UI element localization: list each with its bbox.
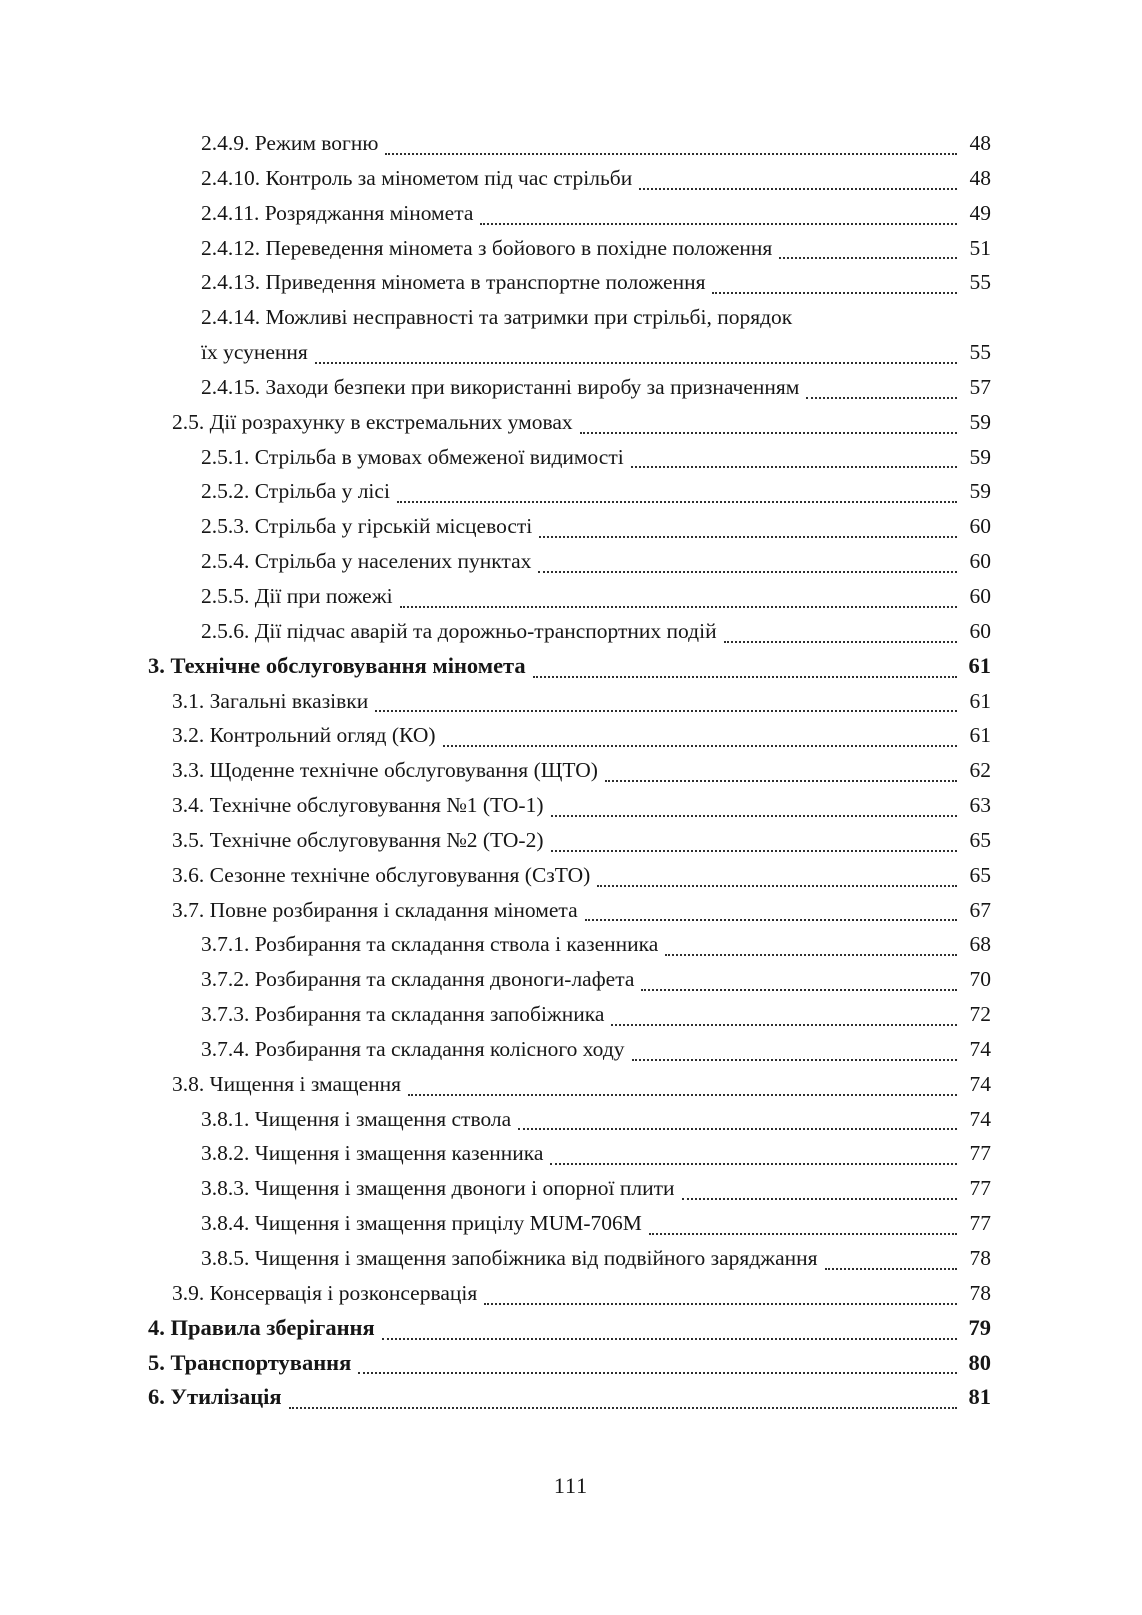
toc-entry <box>148 231 991 266</box>
toc-entry <box>148 405 991 440</box>
toc-entry-title: 3.5. Технічне обслуговування №2 (ТО-2) <box>172 827 544 852</box>
toc-page-number: 80 <box>968 1349 991 1375</box>
toc-entry <box>148 579 991 614</box>
toc-entry <box>148 1311 991 1346</box>
toc-page-number: 51 <box>969 235 991 260</box>
toc-entry <box>148 1171 991 1206</box>
toc-entry <box>148 893 991 928</box>
toc-page-number: 81 <box>968 1384 991 1410</box>
toc-dots-leader <box>632 1059 957 1061</box>
toc-dots-leader <box>641 989 957 991</box>
toc-entry <box>148 474 991 509</box>
toc-entry <box>148 335 991 370</box>
toc-page-number: 59 <box>969 444 991 469</box>
toc-entry <box>148 927 991 962</box>
toc-entry-title: 2.5.1. Стрільба в умовах обмеженої видимості <box>201 444 624 469</box>
toc-page-number: 65 <box>969 862 991 887</box>
toc-dots-leader <box>611 1024 957 1026</box>
toc-page-number: 55 <box>969 270 991 295</box>
toc-entry-title: 2.4.10. Контроль за мінометом під час стрільби <box>201 165 633 190</box>
toc-entry-title: 3.1. Загальні вказівки <box>172 688 369 713</box>
toc-dots-leader <box>382 1338 957 1340</box>
toc-page-number: 74 <box>969 1071 991 1096</box>
toc-dots-leader <box>484 1303 957 1305</box>
toc-entry <box>148 649 991 684</box>
toc-dots-leader <box>779 257 957 259</box>
page-number: 111 <box>553 1473 589 1498</box>
toc-entry-title: 2.5. Дії розрахунку в екстремальних умовах <box>172 409 573 434</box>
toc-page-number: 48 <box>969 131 991 155</box>
toc-entry <box>148 788 991 823</box>
table-of-contents <box>148 126 991 1415</box>
toc-dots-leader <box>289 1407 957 1409</box>
toc-dots-leader <box>597 885 957 887</box>
toc-dots-leader <box>551 850 957 852</box>
toc-entry-title: 3.4. Технічне обслуговування №1 (ТО-1) <box>172 793 544 818</box>
toc-entry <box>148 300 991 335</box>
toc-entry-title: 3.6. Сезонне технічне обслуговування (СзТО) <box>172 862 591 887</box>
toc-dots-leader <box>712 292 957 294</box>
toc-page-number: 78 <box>969 1246 991 1270</box>
toc-entry <box>148 753 991 788</box>
toc-dots-leader <box>533 676 957 678</box>
toc-page-number: 55 <box>969 340 991 365</box>
toc-entry <box>148 823 991 858</box>
toc-entry <box>148 1067 991 1102</box>
toc-page-number: 61 <box>969 688 991 713</box>
toc-dots-leader <box>724 641 957 643</box>
toc-entry-title: 3.7. Повне розбирання і складання міномета <box>172 897 578 922</box>
toc-dots-leader <box>605 780 957 782</box>
toc-page-number: 49 <box>969 200 991 225</box>
toc-page-number: 61 <box>968 652 991 678</box>
toc-entry-title: 2.4.13. Приведення міномета в транспортне положення <box>201 270 706 295</box>
toc-dots-leader <box>649 1233 957 1235</box>
toc-dots-leader <box>682 1198 957 1200</box>
toc-entry-title: 2.5.6. Дії підчас аварій та дорожньо-транспортних подій <box>201 618 717 643</box>
toc-entry <box>148 370 991 405</box>
toc-dots-leader <box>400 606 957 608</box>
toc-entry-title: 3.7.2. Розбирання та складання двоноги-лафета <box>201 967 635 992</box>
toc-page-number: 60 <box>969 549 991 574</box>
toc-entry <box>148 509 991 544</box>
toc-entry <box>148 684 991 719</box>
toc-entry-title: 3.7.4. Розбирання та складання колісного ходу <box>201 1036 625 1061</box>
toc-entry-title: 3.8.1. Чищення і змащення ствола <box>201 1106 512 1131</box>
toc-page-number: 57 <box>969 374 991 399</box>
toc-page-number: 74 <box>969 1036 991 1061</box>
toc-dots-leader <box>480 223 957 225</box>
toc-dots-leader <box>825 1268 957 1270</box>
toc-entry <box>148 1136 991 1171</box>
toc-entry-title: 2.4.9. Режим вогню <box>201 131 379 155</box>
toc-entry <box>148 196 991 231</box>
toc-entry-title: 2.4.15. Заходи безпеки при використанні виробу за призначенням <box>201 374 800 399</box>
toc-entry-title: 6. Утилізація <box>148 1384 282 1410</box>
toc-page-number: 68 <box>969 932 991 957</box>
toc-entry-title: 3.3. Щоденне технічне обслуговування (ЩТО) <box>172 758 598 783</box>
toc-entry-title: 2.5.2. Стрільба у лісі <box>201 479 390 504</box>
toc-page-number: 60 <box>969 583 991 608</box>
toc-dots-leader <box>538 571 957 573</box>
toc-page-number: 74 <box>969 1106 991 1131</box>
toc-dots-leader <box>358 1372 957 1374</box>
toc-entry-title: 3.8.4. Чищення і змащення прицілу MUM-706M <box>201 1211 642 1236</box>
toc-dots-leader <box>550 1163 957 1165</box>
toc-page-number: 62 <box>969 758 991 783</box>
toc-entry-title: 3.2. Контрольний огляд (КО) <box>172 723 436 748</box>
toc-entry <box>148 997 991 1032</box>
toc-entry <box>148 126 991 161</box>
toc-entry <box>148 1241 991 1276</box>
toc-entry-title: 2.4.12. Переведення міномета з бойового в похідне положення <box>201 235 773 260</box>
toc-entry <box>148 858 991 893</box>
toc-entry-title: 2.4.14. Можливі несправності та затримки при стрільбі, порядок <box>201 305 793 330</box>
toc-dots-leader <box>385 153 957 155</box>
toc-page-number: 59 <box>969 409 991 434</box>
toc-dots-leader <box>375 710 957 712</box>
toc-page-number: 77 <box>969 1141 991 1166</box>
toc-page-number: 60 <box>969 618 991 643</box>
toc-entry-title: 2.5.5. Дії при пожежі <box>201 583 393 608</box>
toc-entry <box>148 718 991 753</box>
toc-entry-title: 3.8.2. Чищення і змащення казенника <box>201 1141 544 1166</box>
toc-entry <box>148 1206 991 1241</box>
toc-dots-leader <box>665 954 957 956</box>
toc-entry <box>148 1346 991 1381</box>
toc-entry-title: 2.4.11. Розряджання міномета <box>201 200 474 225</box>
toc-entry-title: їх усунення <box>201 340 308 365</box>
toc-page-number: 70 <box>969 967 991 992</box>
toc-entry-title: 3. Технічне обслуговування міномета <box>148 652 526 678</box>
toc-page-number: 79 <box>968 1314 991 1340</box>
toc-entry <box>148 1102 991 1137</box>
toc-entry-title: 3.8. Чищення і змащення <box>172 1071 402 1096</box>
toc-entry-title: 2.5.3. Стрільба у гірській місцевості <box>201 514 533 539</box>
toc-page-number: 60 <box>969 514 991 539</box>
toc-dots-leader <box>551 815 957 817</box>
toc-page-number: 63 <box>969 793 991 818</box>
toc-dots-leader <box>408 1094 957 1096</box>
toc-dots-leader <box>539 536 957 538</box>
toc-entry-title: 3.7.1. Розбирання та складання ствола і казенника <box>201 932 659 957</box>
toc-entry-title: 3.8.5. Чищення і змащення запобіжника від подвійного заряджання <box>201 1246 818 1270</box>
toc-entry-title: 3.8.3. Чищення і змащення двоноги і опорної плити <box>201 1176 675 1201</box>
toc-entry-title: 3.9. Консервація і розконсервація <box>172 1280 478 1305</box>
toc-dots-leader <box>443 745 957 747</box>
toc-page-number: 48 <box>969 165 991 190</box>
toc-page-number: 72 <box>969 1002 991 1027</box>
toc-dots-leader <box>397 501 957 503</box>
toc-entry-title: 3.7.3. Розбирання та складання запобіжника <box>201 1002 605 1027</box>
toc-entry <box>148 440 991 475</box>
toc-entry-title: 4. Правила зберігання <box>148 1314 375 1340</box>
toc-dots-leader <box>639 188 957 190</box>
toc-dots-leader <box>518 1128 957 1130</box>
toc-entry <box>148 1032 991 1067</box>
toc-entry-title: 2.5.4. Стрільба у населених пунктах <box>201 549 532 574</box>
toc-entry <box>148 161 991 196</box>
toc-page-number: 61 <box>969 723 991 748</box>
toc-page-number: 59 <box>969 479 991 504</box>
toc-dots-leader <box>315 362 957 364</box>
toc-page-number: 67 <box>969 897 991 922</box>
toc-entry <box>148 265 991 300</box>
toc-entry <box>148 1380 991 1415</box>
toc-dots-leader <box>580 432 957 434</box>
toc-entry <box>148 544 991 579</box>
toc-entry <box>148 614 991 649</box>
toc-entry <box>148 1276 991 1311</box>
toc-page-number: 65 <box>969 827 991 852</box>
toc-dots-leader <box>585 919 957 921</box>
toc-page-number: 77 <box>969 1211 991 1236</box>
toc-entry <box>148 962 991 997</box>
toc-dots-leader <box>806 397 957 399</box>
toc-dots-leader <box>631 466 957 468</box>
toc-page-number: 77 <box>969 1176 991 1201</box>
toc-entry-title: 5. Транспортування <box>148 1349 352 1375</box>
toc-page-number: 78 <box>969 1280 991 1305</box>
